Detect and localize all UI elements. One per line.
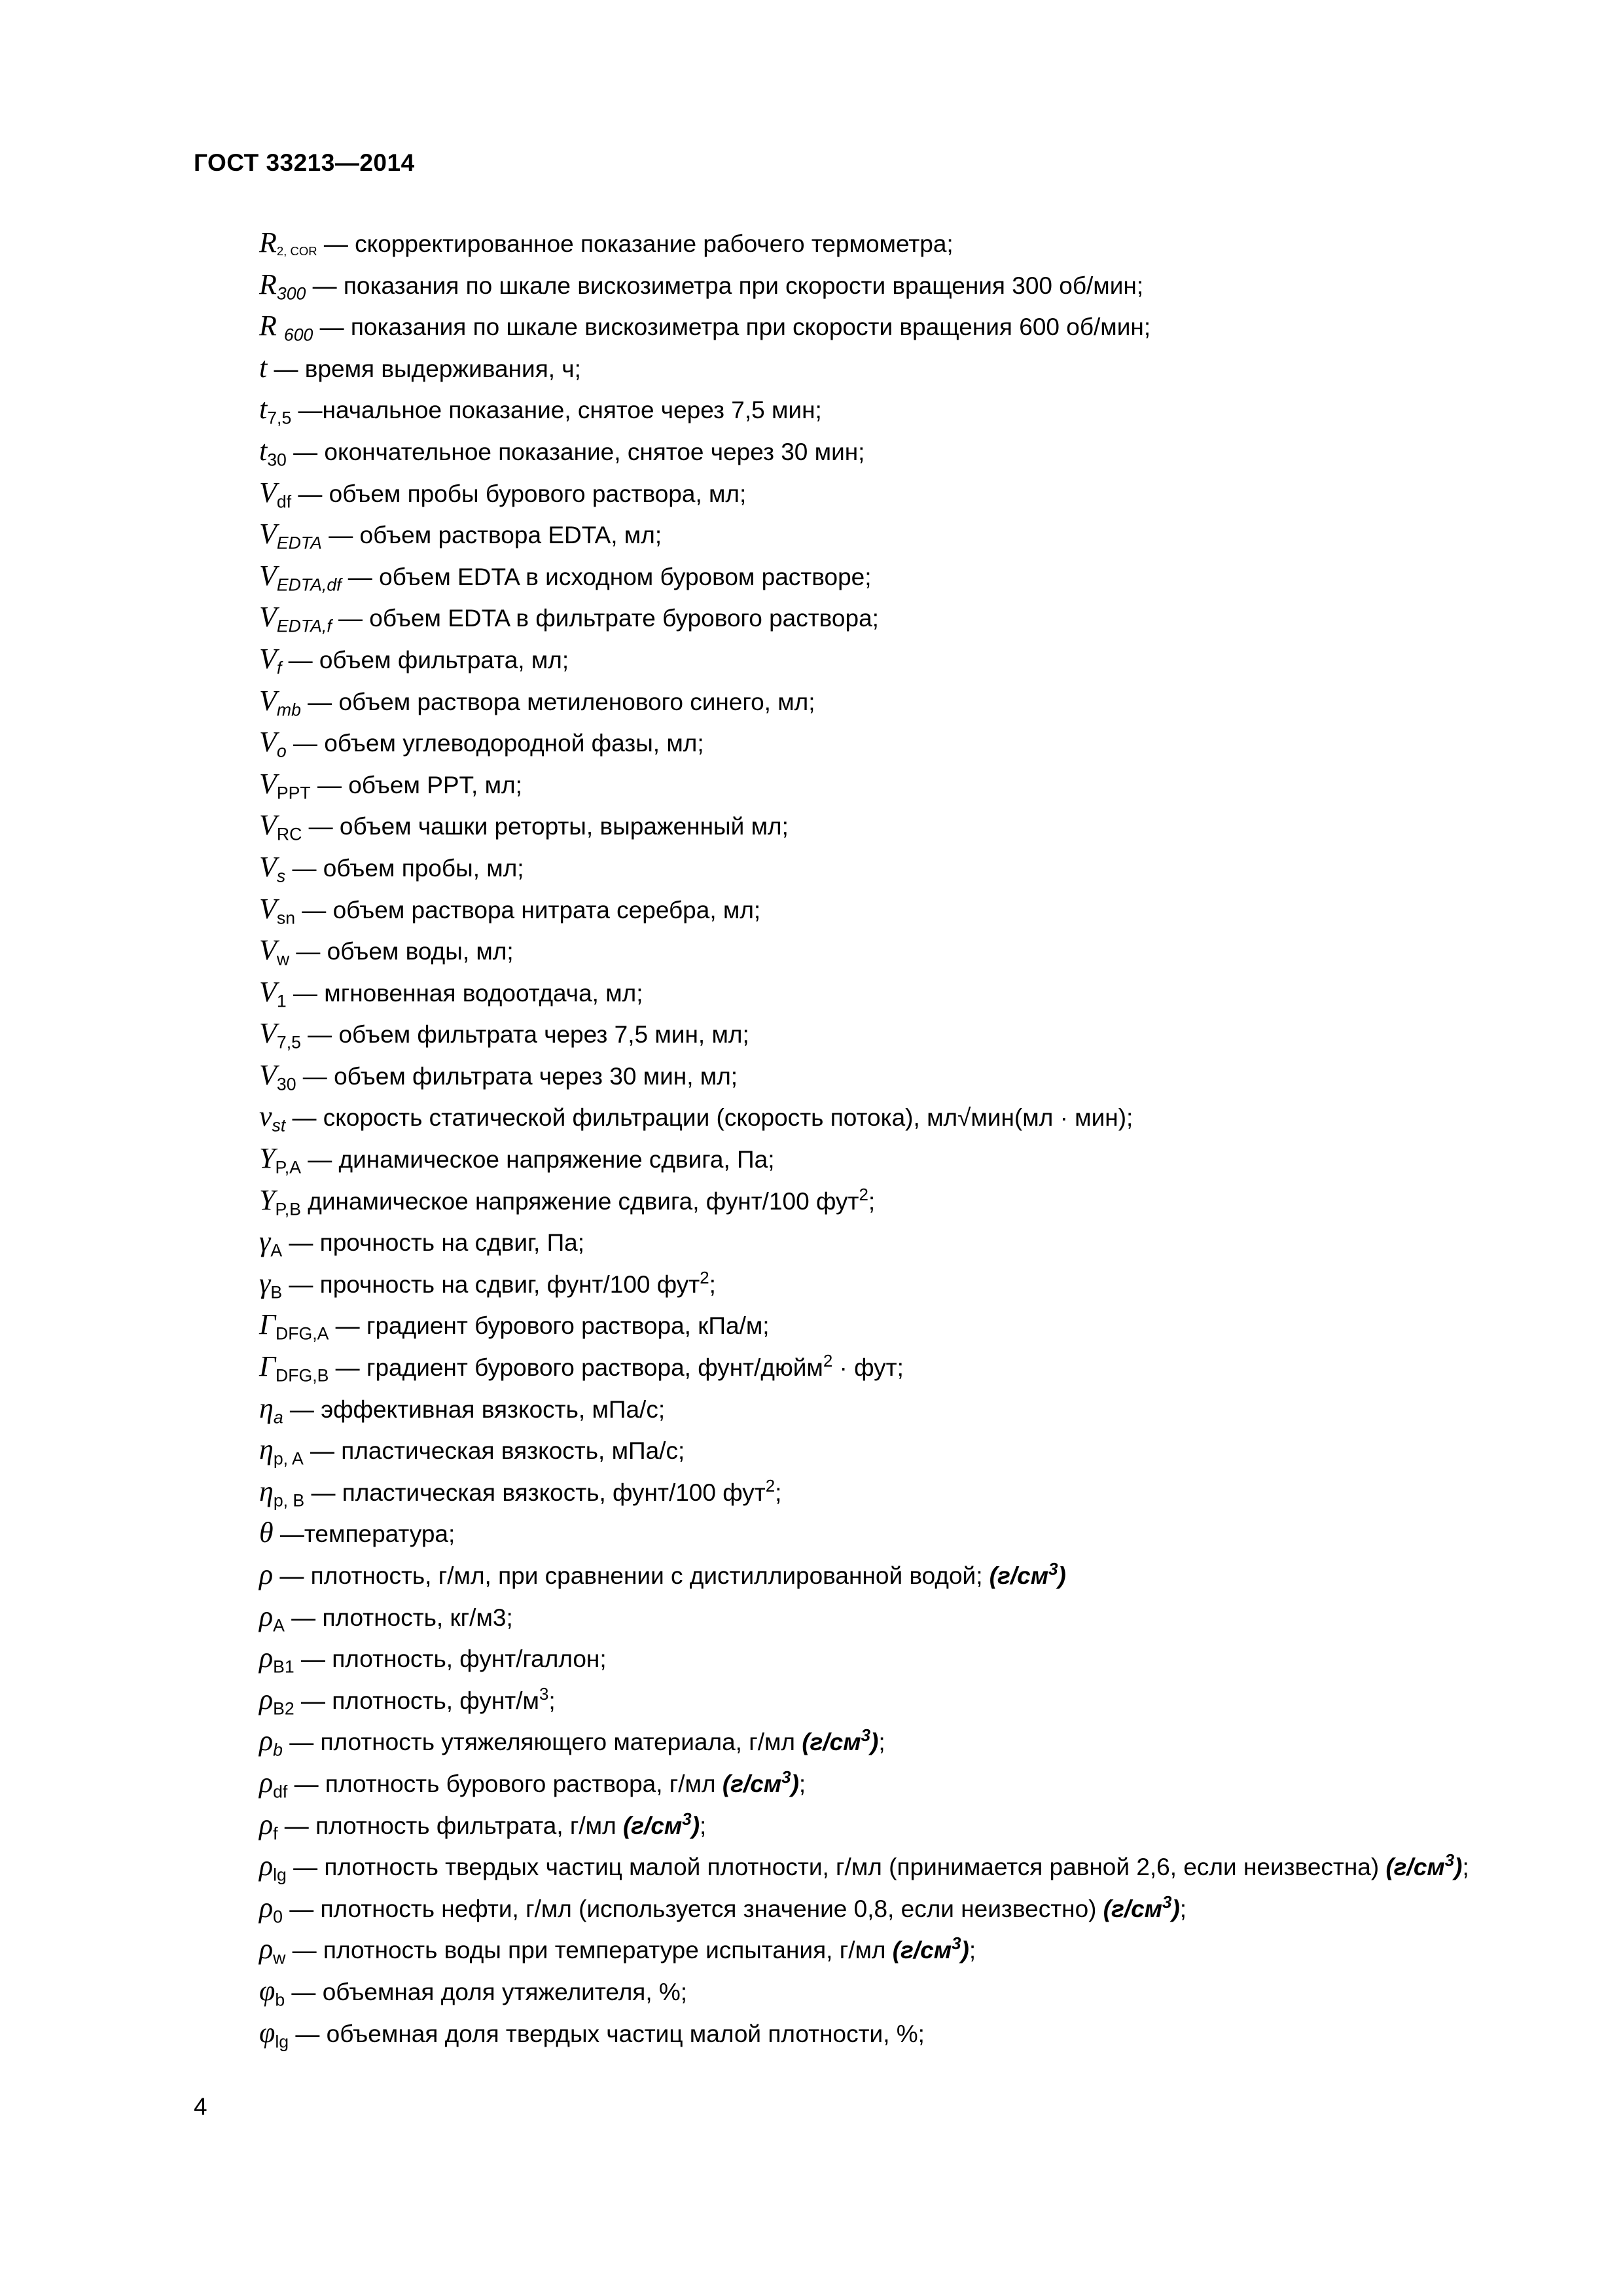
entry-symbol: R xyxy=(259,268,277,300)
symbol-entry xyxy=(194,805,1535,847)
entry-symbol: Y xyxy=(259,1183,276,1216)
entry-subscript: 2, COR xyxy=(276,244,317,259)
symbol-entry xyxy=(194,1221,1535,1263)
entry-unit-note xyxy=(1103,1895,1180,1922)
entry-description: — показания по шкале вискозиметра при скорости вращения 600 об/мин; xyxy=(313,314,1151,341)
symbol-entry xyxy=(194,1513,1535,1554)
entry-symbol: V xyxy=(259,518,277,550)
entry-tail: ; xyxy=(878,1729,885,1756)
symbol-entry xyxy=(194,556,1535,598)
entry-symbol: ρ xyxy=(259,1850,274,1882)
entry-symbol: V xyxy=(259,850,277,883)
entry-subscript: lg xyxy=(275,2032,289,2052)
symbol-entry xyxy=(194,1971,1535,2013)
entry-symbol: φ xyxy=(259,2016,276,2049)
symbol-entry xyxy=(194,264,1535,306)
symbol-entry xyxy=(194,223,1535,264)
entry-symbol: Y xyxy=(259,1142,276,1175)
entry-description: — объемная доля твердых частиц малой плотности, %; xyxy=(289,2020,925,2047)
entry-tail: ; xyxy=(700,1812,707,1839)
entry-tail: ; xyxy=(1179,1895,1187,1922)
unit-superscript: 3 xyxy=(682,1810,692,1829)
entry-subscript: DFG,B xyxy=(276,1365,329,1386)
entry-subscript: p, A xyxy=(273,1448,304,1469)
entry-subscript: w xyxy=(273,1948,286,1968)
entry-description: — плотность бурового раствора, г/мл xyxy=(287,1770,722,1797)
entry-description: — объем фильтрата через 7,5 мин, мл; xyxy=(300,1021,749,1049)
symbol-entry xyxy=(194,639,1535,681)
entry-subscript: B1 xyxy=(273,1657,294,1677)
entry-unit-note xyxy=(990,1562,1066,1589)
unit-text: (г/см xyxy=(722,1770,782,1797)
entry-description: — плотность, фунт/галлон; xyxy=(294,1645,607,1673)
symbol-entry xyxy=(194,1013,1535,1055)
symbol-entry xyxy=(194,1138,1535,1180)
unit-text: (г/см xyxy=(1103,1895,1163,1922)
symbol-entry xyxy=(194,930,1535,972)
entry-symbol: V xyxy=(259,726,277,759)
entry-symbol: ρ xyxy=(259,1600,274,1632)
entry-subscript: PPT xyxy=(276,783,311,803)
entry-description: — объем фильтрата, мл; xyxy=(281,646,569,673)
symbol-entry xyxy=(194,514,1535,556)
entry-unit-note xyxy=(1385,1851,1463,1881)
entry-symbol: V xyxy=(259,975,277,1008)
entry-subscript: df xyxy=(273,1782,288,1802)
entry-description: — время выдерживания, ч; xyxy=(267,355,581,382)
symbol-list xyxy=(194,223,1535,2054)
entry-superscript: 2 xyxy=(765,1477,776,1496)
entry-subscript: P,A xyxy=(275,1157,301,1177)
entry-subscript: 0 xyxy=(273,1907,283,1927)
unit-tail: ) xyxy=(961,1937,969,1964)
unit-tail: ) xyxy=(1171,1895,1180,1922)
unit-superscript: 3 xyxy=(1048,1560,1058,1579)
entry-tail: ; xyxy=(798,1770,806,1797)
entry-description: — градиент бурового раствора, кПа/м; xyxy=(329,1312,770,1340)
symbol-entry xyxy=(194,1388,1535,1430)
page-number: 4 xyxy=(194,2093,207,2120)
entry-symbol: V xyxy=(259,559,277,592)
symbol-entry xyxy=(194,306,1535,348)
entry-unit-note xyxy=(722,1770,799,1797)
unit-text: (г/см xyxy=(892,1937,952,1964)
entry-description: — динамическое напряжение сдвига, Па; xyxy=(300,1146,775,1174)
entry-tail: ; xyxy=(548,1687,556,1714)
symbol-entry xyxy=(194,1263,1535,1305)
symbol-entry xyxy=(194,473,1535,514)
entry-symbol: ρ xyxy=(259,1766,274,1799)
entry-subscript: w xyxy=(276,949,290,969)
entry-symbol: η xyxy=(259,1391,274,1424)
entry-superscript: 2 xyxy=(823,1352,833,1371)
entry-description: — объемная доля утяжелителя, %; xyxy=(285,1978,688,2005)
symbol-entry xyxy=(194,1055,1535,1097)
entry-symbol: v xyxy=(259,1100,272,1133)
entry-description: — плотность, фунт/м xyxy=(294,1687,539,1714)
entry-symbol: V xyxy=(259,684,277,717)
entry-description: — плотность воды при температуре испытания, г/мл xyxy=(285,1937,893,1964)
unit-tail: ) xyxy=(870,1729,879,1756)
entry-subscript: o xyxy=(276,741,287,761)
entry-symbol: R xyxy=(259,226,277,259)
symbol-entry xyxy=(194,1638,1535,1679)
unit-tail: ) xyxy=(791,1770,799,1797)
symbol-entry xyxy=(194,972,1535,1014)
symbol-entry xyxy=(194,1304,1535,1346)
entry-symbol: t xyxy=(259,351,268,384)
unit-text: (г/см xyxy=(622,1812,683,1839)
entry-description: —начальное показание, снятое через 7,5 мин; xyxy=(291,397,822,424)
entry-subscript: 300 xyxy=(276,283,306,304)
unit-tail: ) xyxy=(1454,1854,1463,1881)
entry-description: — плотность, г/мл, при сравнении с дистиллированной водой; xyxy=(273,1562,990,1589)
entry-description: — объем чашки реторты, выраженный мл; xyxy=(302,813,789,840)
entry-symbol: V xyxy=(259,1058,277,1091)
entry-description: — градиент бурового раствора, фунт/дюйм xyxy=(329,1354,823,1382)
entry-description: — плотность, кг/м3; xyxy=(284,1604,513,1631)
unit-text: (г/см xyxy=(989,1562,1049,1589)
entry-subscript: RC xyxy=(276,824,302,844)
entry-subscript: f xyxy=(273,1823,278,1844)
entry-description: — скорость статической фильтрации (скорость потока), мл√мин(мл · мин); xyxy=(285,1104,1133,1132)
entry-description: — объем EDTA в фильтрате бурового раствора; xyxy=(331,605,879,632)
entry-tail: · фут; xyxy=(832,1354,904,1382)
symbol-entry xyxy=(194,1763,1535,1804)
symbol-entry xyxy=(194,1096,1535,1138)
entry-symbol: V xyxy=(259,642,277,675)
entry-symbol: t xyxy=(259,434,268,467)
entry-subscript: b xyxy=(275,1990,285,2010)
entry-description: — прочность на сдвиг, фунт/100 фут xyxy=(282,1270,700,1298)
entry-subscript: 7,5 xyxy=(276,1032,301,1052)
entry-symbol: Γ xyxy=(259,1350,276,1383)
entry-tail: ; xyxy=(868,1187,876,1215)
symbol-entry xyxy=(194,2013,1535,2054)
entry-symbol: ρ xyxy=(259,1683,274,1715)
entry-description: — эффективная вязкость, мПа/с; xyxy=(283,1395,666,1423)
unit-text: (г/см xyxy=(1385,1854,1445,1881)
entry-symbol: ρ xyxy=(259,1558,274,1590)
entry-subscript: mb xyxy=(276,700,301,720)
entry-symbol: η xyxy=(259,1475,274,1507)
entry-subscript: 30 xyxy=(267,450,287,470)
entry-subscript: sn xyxy=(276,908,296,928)
entry-symbol: t xyxy=(259,393,268,425)
entry-description: — окончательное показание, снятое через 30 мин; xyxy=(286,438,865,465)
entry-tail: ; xyxy=(969,1937,976,1964)
entry-subscript: f xyxy=(276,658,282,678)
unit-superscript: 3 xyxy=(861,1727,871,1746)
entry-subscript: EDTA,df xyxy=(276,575,342,595)
entry-subscript: s xyxy=(276,866,286,886)
entry-subscript: 30 xyxy=(276,1074,296,1094)
symbol-entry xyxy=(194,1888,1535,1929)
document-header: ГОСТ 33213—2014 xyxy=(194,149,415,176)
entry-unit-note xyxy=(623,1812,700,1839)
entry-subscript: DFG,A xyxy=(276,1323,329,1344)
unit-superscript: 3 xyxy=(952,1935,961,1954)
entry-symbol: γ xyxy=(259,1225,271,1258)
entry-description: — плотность фильтрата, г/мл xyxy=(277,1812,623,1839)
entry-description: — пластическая вязкость, мПа/с; xyxy=(303,1437,685,1465)
symbol-entry xyxy=(194,597,1535,639)
entry-description: — мгновенная водоотдача, мл; xyxy=(286,979,643,1007)
symbol-entry xyxy=(194,1346,1535,1388)
symbol-entry xyxy=(194,889,1535,931)
entry-subscript: df xyxy=(276,492,292,512)
entry-subscript: b xyxy=(273,1740,283,1760)
unit-superscript: 3 xyxy=(1162,1893,1172,1912)
entry-subscript: a xyxy=(273,1407,283,1427)
entry-description: — плотность утяжеляющего материала, г/мл xyxy=(282,1729,802,1756)
entry-symbol: V xyxy=(259,601,277,634)
entry-tail: ; xyxy=(1462,1854,1469,1881)
entry-description: — объем раствора EDTA, мл; xyxy=(321,522,662,549)
entry-symbol: φ xyxy=(259,1974,276,2007)
entry-subscript: EDTA xyxy=(276,533,322,553)
symbol-entry xyxy=(194,847,1535,889)
entry-symbol: γ xyxy=(259,1266,271,1299)
symbol-entry xyxy=(194,431,1535,473)
entry-subscript: p, B xyxy=(273,1490,305,1511)
entry-symbol: R xyxy=(259,310,284,342)
symbol-entry xyxy=(194,1471,1535,1513)
entry-symbol: ρ xyxy=(259,1725,274,1757)
entry-description: динамическое напряжение сдвига, фунт/100 фут xyxy=(300,1187,859,1215)
entry-subscript: B2 xyxy=(273,1698,294,1719)
entry-description: — объем воды, мл; xyxy=(289,938,514,965)
entry-tail: ; xyxy=(709,1270,716,1298)
entry-symbol: θ xyxy=(259,1516,274,1549)
entry-description: —температура; xyxy=(273,1520,455,1548)
entry-subscript: A xyxy=(270,1240,283,1261)
symbol-entry xyxy=(194,1679,1535,1721)
entry-description: — объем пробы бурового раствора, мл; xyxy=(291,480,747,507)
entry-description: — объем раствора метиленового синего, мл; xyxy=(300,688,815,715)
symbol-entry xyxy=(194,348,1535,389)
unit-superscript: 3 xyxy=(1444,1851,1455,1870)
entry-description: — пластическая вязкость, фунт/100 фут xyxy=(304,1479,766,1506)
entry-subscript: 7,5 xyxy=(267,408,292,428)
symbol-entry xyxy=(194,1554,1535,1596)
entry-symbol: V xyxy=(259,892,277,925)
entry-description: — объем EDTA в исходном буровом растворе; xyxy=(341,563,872,590)
unit-tail: ) xyxy=(691,1812,700,1839)
entry-subscript: 1 xyxy=(276,991,287,1011)
symbol-entry xyxy=(194,1721,1535,1763)
entry-unit-note xyxy=(893,1937,969,1964)
symbol-entry xyxy=(194,681,1535,723)
entry-symbol: η xyxy=(259,1433,274,1466)
entry-description: — прочность на сдвиг, Па; xyxy=(282,1229,585,1257)
entry-symbol: V xyxy=(259,1017,277,1050)
entry-subscript: 600 xyxy=(283,325,313,345)
entry-symbol: V xyxy=(259,476,277,509)
symbol-entry xyxy=(194,1180,1535,1222)
symbol-entry xyxy=(194,1804,1535,1846)
entry-symbol: ρ xyxy=(259,1641,274,1674)
entry-description: — объем PPT, мл; xyxy=(310,771,522,798)
entry-symbol: V xyxy=(259,767,277,800)
unit-tail: ) xyxy=(1058,1562,1066,1589)
entry-description: — плотность твердых частиц малой плотности, г/мл (принимается равной 2,6, если неизвестна) xyxy=(286,1854,1386,1881)
entry-description: — объем углеводородной фазы, мл; xyxy=(286,730,704,757)
entry-symbol: ρ xyxy=(259,1891,274,1924)
entry-symbol: V xyxy=(259,934,277,967)
entry-description: — объем фильтрата через 30 мин, мл; xyxy=(296,1062,738,1090)
entry-subscript: st xyxy=(272,1115,286,1136)
entry-subscript: A xyxy=(273,1615,285,1636)
entry-description: — объем пробы, мл; xyxy=(285,854,524,882)
symbol-entry xyxy=(194,1596,1535,1638)
entry-description: — плотность нефти, г/мл (используется значение 0,8, если неизвестно) xyxy=(282,1895,1103,1922)
entry-subscript: lg xyxy=(273,1865,287,1885)
entry-description: — объем раствора нитрата серебра, мл; xyxy=(295,896,761,924)
entry-superscript: 2 xyxy=(700,1268,709,1287)
unit-text: (г/см xyxy=(802,1729,861,1756)
entry-subscript: B xyxy=(270,1282,283,1302)
symbol-entry xyxy=(194,1846,1535,1888)
entry-subscript: EDTA,f xyxy=(276,616,332,636)
entry-symbol: V xyxy=(259,809,277,842)
entry-description: — показания по шкале вискозиметра при скорости вращения 300 об/мин; xyxy=(306,272,1144,299)
entry-superscript: 2 xyxy=(859,1185,868,1204)
symbol-entry xyxy=(194,1929,1535,1971)
entry-superscript: 3 xyxy=(539,1685,549,1704)
entry-subscript: P,B xyxy=(275,1199,301,1219)
entry-description: — скорректированное показание рабочего термометра; xyxy=(317,230,954,257)
symbol-entry xyxy=(194,722,1535,764)
entry-symbol: ρ xyxy=(259,1808,274,1840)
symbol-entry xyxy=(194,764,1535,806)
entry-symbol: Γ xyxy=(259,1308,276,1341)
entry-symbol: ρ xyxy=(259,1933,274,1965)
symbol-entry xyxy=(194,389,1535,431)
symbol-entry xyxy=(194,1429,1535,1471)
unit-superscript: 3 xyxy=(781,1768,791,1787)
entry-unit-note xyxy=(802,1729,878,1755)
entry-tail: ; xyxy=(775,1479,782,1506)
